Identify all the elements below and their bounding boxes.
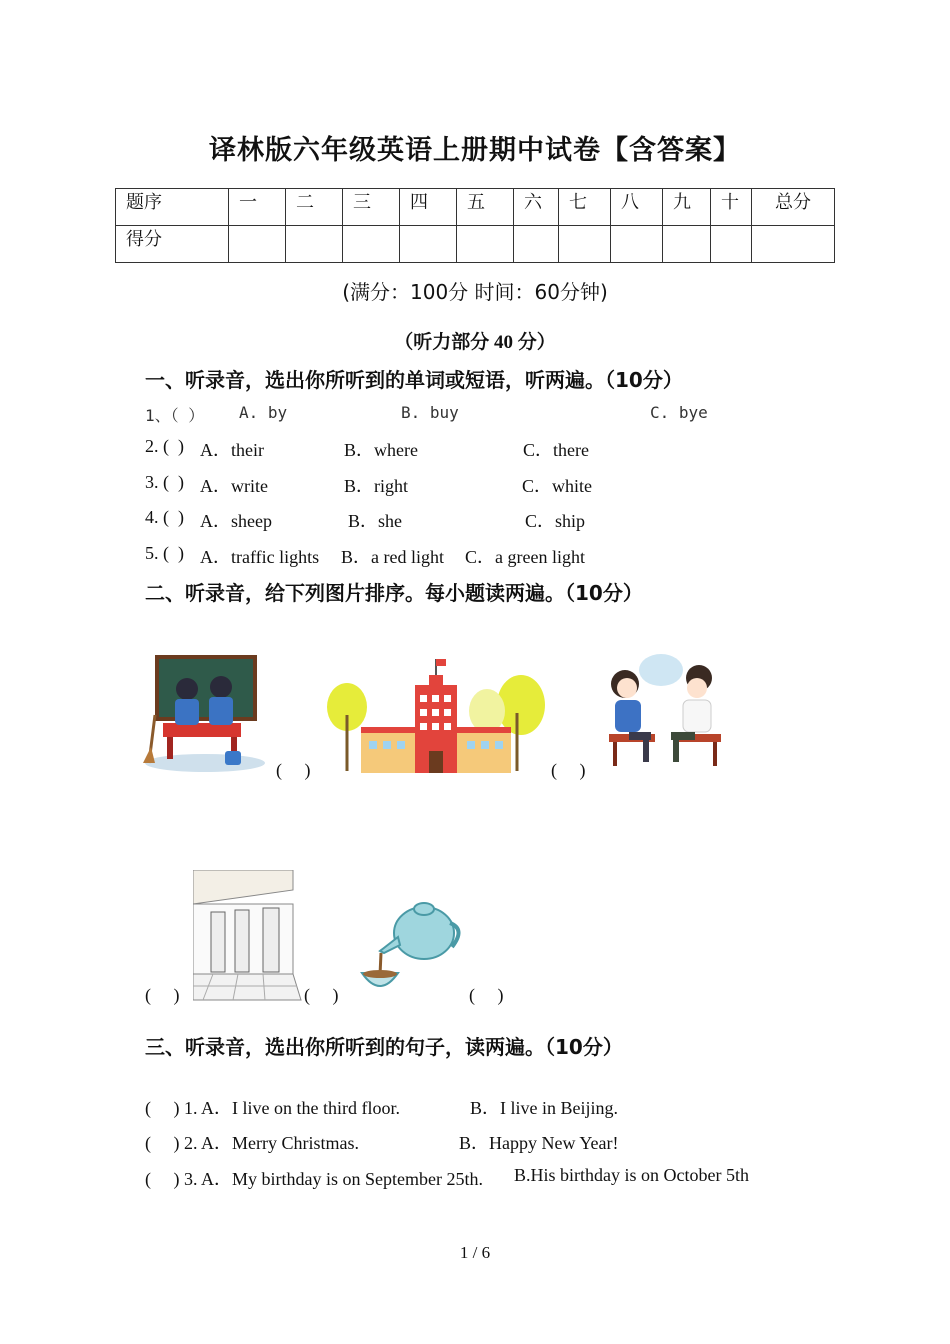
table-cell[interactable] — [457, 226, 514, 263]
q3-option-c: C．white — [522, 476, 592, 496]
school-building-image — [325, 655, 547, 775]
s3-q2: ( ) 2. A．Merry Christmas. — [145, 1133, 359, 1153]
s3-q1-option-b: B．I live in Beijing. — [470, 1098, 618, 1118]
two-girls-chatting-image — [603, 648, 725, 774]
q4-option-c: C．ship — [525, 511, 586, 531]
q4-option-b: B．she — [348, 511, 402, 531]
s3-q3: ( ) 3. A．My birthday is on September 25th. — [145, 1169, 483, 1189]
q1-option-b: B. buy — [401, 403, 459, 422]
score-info: (满分：100分 时间：60分钟) — [342, 280, 608, 304]
answer-blank[interactable]: ( ) — [551, 760, 586, 780]
page-number: 1 / 6 — [459, 1243, 491, 1262]
table-cell[interactable] — [343, 226, 400, 263]
q1-option-a: A. by — [239, 403, 288, 422]
table-cell: 五 — [457, 189, 514, 226]
table-cell[interactable] — [514, 226, 559, 263]
table-cell[interactable] — [611, 226, 663, 263]
table-cell[interactable] — [663, 226, 711, 263]
q5-option-b: B．a red light — [341, 547, 444, 567]
table-cell[interactable] — [711, 226, 752, 263]
page-title: 译林版六年级英语上册期中试卷【含答案】 — [209, 135, 741, 166]
q2-option-c: C．there — [523, 440, 589, 460]
restroom-image — [193, 870, 303, 1002]
q2-number: 2. ( ) — [145, 436, 184, 456]
table-cell[interactable] — [400, 226, 457, 263]
table-cell: 题序 — [116, 189, 229, 226]
answer-blank[interactable]: ( ) — [145, 985, 180, 1005]
q2-option-b: B．where — [344, 440, 418, 460]
q5-option-c: C．a green light — [465, 547, 585, 567]
answer-blank[interactable]: ( ) — [469, 985, 504, 1005]
table-row — [116, 189, 835, 226]
table-cell: 二 — [286, 189, 343, 226]
table-cell[interactable] — [286, 226, 343, 263]
table-cell[interactable] — [752, 226, 835, 263]
table-cell: 六 — [514, 189, 559, 226]
answer-blank[interactable]: ( ) — [276, 760, 311, 780]
score-table — [115, 188, 835, 263]
table-cell: 九 — [663, 189, 711, 226]
table-cell: 八 — [611, 189, 663, 226]
table-row — [116, 226, 835, 263]
q1-number: 1、（ ） — [145, 406, 205, 425]
listening-header: （听力部分 40 分） — [394, 332, 556, 353]
q3-option-b: B．right — [344, 476, 409, 496]
q4-number: 4. ( ) — [145, 507, 184, 527]
table-cell: 七 — [559, 189, 611, 226]
s3-q2-option-b: B．Happy New Year! — [459, 1133, 619, 1153]
answer-blank[interactable]: ( ) — [304, 985, 339, 1005]
section3-heading: 三、听录音，选出你所听到的句子，读两遍。（10分） — [145, 1035, 623, 1059]
table-cell: 四 — [400, 189, 457, 226]
table-cell: 三 — [343, 189, 400, 226]
students-cleaning-image — [143, 655, 268, 775]
table-cell[interactable] — [229, 226, 286, 263]
table-cell[interactable] — [559, 226, 611, 263]
s3-q1: ( ) 1. A．I live on the third floor. — [145, 1098, 400, 1118]
s3-q3-option-b: B.His birthday is on October 5th — [514, 1165, 749, 1185]
table-cell: 总分 — [752, 189, 835, 226]
q5-option-a: A．traffic lights — [200, 547, 320, 567]
q1-option-c: C. bye — [650, 403, 708, 422]
section2-heading: 二、听录音，给下列图片排序。每小题读两遍。（10分） — [145, 581, 643, 605]
section1-heading: 一、听录音，选出你所听到的单词或短语，听两遍。（10分） — [145, 368, 683, 392]
table-cell: 一 — [229, 189, 286, 226]
q4-option-a: A．sheep — [200, 511, 272, 531]
q3-number: 3. ( ) — [145, 472, 184, 492]
table-cell: 得分 — [116, 226, 229, 263]
teapot-image — [358, 895, 466, 999]
q2-option-a: A．their — [200, 440, 264, 460]
q3-option-a: A．write — [200, 476, 268, 496]
q5-number: 5. ( ) — [145, 543, 184, 563]
table-cell: 十 — [711, 189, 752, 226]
